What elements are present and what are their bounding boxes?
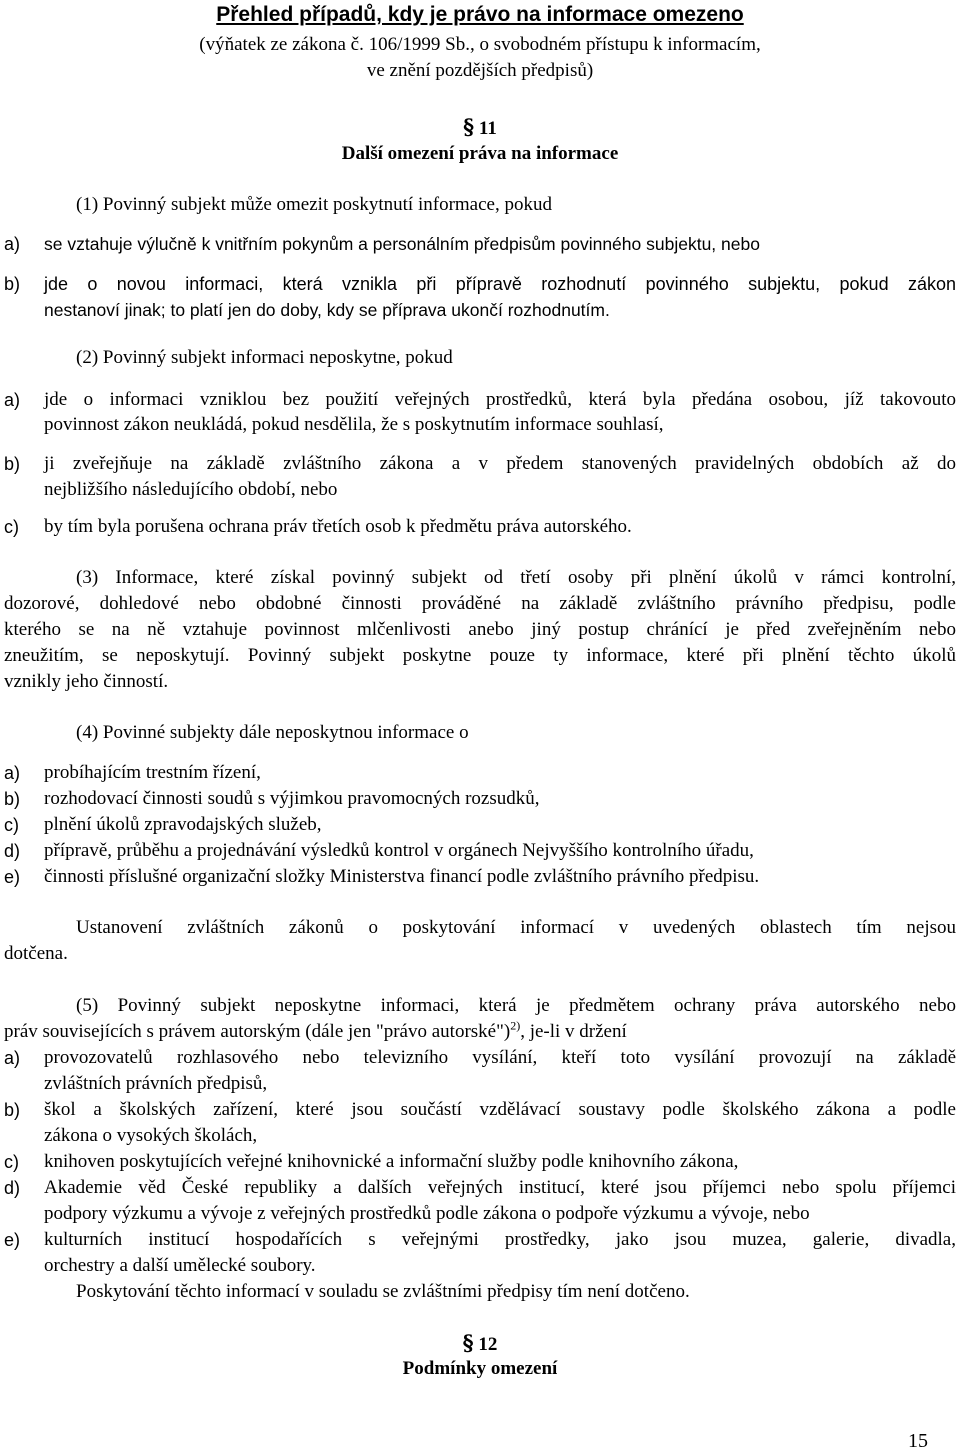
item-text: rozhodovací činnosti soudů s výjimkou pravomocných rozsudků,: [44, 788, 540, 809]
section-symbol: §: [462, 1330, 474, 1355]
section-number: 12: [478, 1334, 498, 1355]
paragraph-4-note-line-1: Ustanovení zvláštních zákonů o poskytování informací v uvedených oblastech tím nejsou: [76, 917, 956, 938]
paragraph-3-line-4: zneužitím, se neposkytují. Povinný subjekt poskytne pouze ty informace, které při plnění těchto úkolů: [4, 645, 956, 666]
paragraph-5-item-a-continued: [0, 1071, 960, 1097]
paragraph-4-intro: (4) Povinné subjekty dále neposkytnou informace o: [76, 722, 469, 743]
paragraph-2-item-a-continued: [0, 412, 960, 438]
item-text: knihoven poskytujících veřejné knihovnické a informační služby podle knihovního zákona,: [44, 1151, 739, 1172]
item-text: škol a školských zařízení, které jsou součástí vzdělávací soustavy podle školského zákona a podle: [44, 1099, 956, 1120]
item-text: probíhajícím trestním řízení,: [44, 762, 261, 783]
paragraph-5-item-c: [0, 1149, 960, 1175]
item-label: a): [4, 1048, 21, 1068]
item-text: činnosti příslušné organizační složky Ministerstva financí podle zvláštního právního předpisu.: [44, 866, 760, 887]
item-text: ji zveřejňuje na základě zvláštního zákona a v předem stanovených pravidelných obdobích až do: [44, 453, 956, 474]
item-label: b): [4, 454, 21, 474]
paragraph-3-line-5: vznikly jeho činností.: [4, 671, 169, 692]
item-text: plnění úkolů zpravodajských služeb,: [44, 814, 322, 835]
paragraph-2-item-b: [0, 451, 960, 477]
item-text: nestanoví jinak; to platí jen do doby, kdy se příprava ukončí rozhodnutím.: [44, 300, 610, 320]
section-number: 11: [478, 118, 497, 139]
item-text: jde o novou informaci, která vznikla při přípravě rozhodnutí povinného subjektu, pokud zákon: [44, 274, 956, 294]
item-text: přípravě, průběhu a projednávání výsledků kontrol v orgánech Nejvyššího kontrolního úřadu,: [44, 840, 754, 861]
paragraph-1-item-b: [0, 271, 960, 297]
item-text: jde o informaci vzniklou bez použití veřejných prostředků, která byla předána osobou, jíž takovouto: [44, 389, 956, 410]
section-12-number: [0, 1330, 960, 1356]
paragraph-4-item-d: [0, 838, 960, 864]
item-text: orchestry a další umělecké soubory.: [44, 1255, 316, 1276]
item-label: d): [4, 841, 21, 861]
item-label: b): [4, 274, 21, 294]
item-label: c): [4, 1152, 19, 1172]
section-12-heading: Podmínky omezení: [402, 1358, 558, 1379]
item-label: e): [4, 867, 21, 887]
paragraph-2-item-c: [0, 514, 960, 540]
paragraph-1-item-a: [0, 231, 960, 257]
paragraph-4-item-c: [0, 812, 960, 838]
paragraph-5-item-e: [0, 1227, 960, 1253]
paragraph-4-item-b: [0, 786, 960, 812]
paragraph-5-line-2: práv souvisejících s právem autorským (dále jen "právo autorské")$^{2)}$, je-li v držení: [4, 1018, 627, 1042]
paragraph-4-item-e: [0, 864, 960, 890]
paragraph-5-line-1: (5) Povinný subjekt neposkytne informaci, která je předmětem ochrany práva autorského nebo: [76, 995, 956, 1016]
item-text: zvláštních právních předpisů,: [44, 1073, 268, 1094]
paragraph-5-item-d: [0, 1175, 960, 1201]
paragraph-3-line-1: (3) Informace, které získal povinný subjekt od třetí osoby při plnění úkolů v rámci kontrolní,: [76, 567, 956, 588]
item-text: provozovatelů rozhlasového nebo televizního vysílání, kteří toto vysílání provozují na základě: [44, 1047, 956, 1068]
item-text: se vztahuje výlučně k vnitřním pokynům a personálním předpisům povinného subjektu, nebo: [44, 234, 760, 254]
document-title: Přehled případů, kdy je právo na informace omezeno: [216, 3, 744, 26]
paragraph-1-item-b-continued: [0, 297, 960, 323]
item-text: Akademie věd České republiky a dalších veřejných institucí, které jsou příjemci nebo spolu příjemci: [44, 1177, 956, 1198]
item-label: c): [4, 517, 19, 537]
section-11-heading: Další omezení práva na informace: [341, 143, 619, 164]
item-text: by tím byla porušena ochrana práv třetích osob k předmětu práva autorského.: [44, 516, 632, 537]
item-text: zákona o vysokých školách,: [44, 1125, 258, 1146]
paragraph-5-item-b-continued: [0, 1123, 960, 1149]
paragraph-5-item-d-continued: [0, 1201, 960, 1227]
item-text: nejbližšího následujícího období, nebo: [44, 479, 338, 500]
paragraph-2-item-b-continued: [0, 477, 960, 503]
footnote-reference: 2): [510, 1018, 521, 1033]
paragraph-4-item-a: [0, 760, 960, 786]
paragraph-5-note: Poskytování těchto informací v souladu se zvláštními předpisy tím není dotčeno.: [76, 1281, 690, 1302]
item-label: b): [4, 1100, 21, 1120]
paragraph-3-line-2: dozorové, dohledové nebo obdobné činnosti prováděné na základě zvláštního právního předpisu, podle: [4, 593, 956, 614]
item-text: kulturních institucí hospodařících s veřejnými prostředky, jako jsou muzea, galerie, divadla,: [44, 1229, 956, 1250]
item-label: a): [4, 234, 21, 254]
item-label: e): [4, 1230, 21, 1250]
paragraph-5-item-e-continued: [0, 1253, 960, 1279]
paragraph-5-item-b: [0, 1097, 960, 1123]
section-11-number: [0, 114, 960, 140]
paragraph-3-line-3: kterého se na ně vztahuje povinnost mlčenlivosti anebo jiný postup chránící je před zveřejněním nebo: [4, 619, 956, 640]
item-label: b): [4, 789, 21, 809]
page-number: 15: [908, 1430, 928, 1452]
item-text: povinnost zákon neukládá, pokud nesdělila, že s poskytnutím informace souhlasí,: [44, 414, 664, 435]
document-subtitle-line-1: (výňatek ze zákona č. 106/1999 Sb., o svobodném přístupu k informacím,: [199, 34, 761, 55]
paragraph-2-item-a: [0, 387, 960, 413]
item-label: a): [4, 390, 21, 410]
paragraph-1-intro: (1) Povinný subjekt může omezit poskytnutí informace, pokud: [76, 194, 552, 215]
item-label: c): [4, 815, 19, 835]
document-subtitle-line-2: ve znění pozdějších předpisů): [366, 60, 594, 81]
item-label: d): [4, 1178, 21, 1198]
item-label: a): [4, 763, 21, 783]
paragraph-5-item-a: [0, 1045, 960, 1071]
item-text: podpory výzkumu a vývoje z veřejných prostředků podle zákona o podpoře výzkumu a vývoje, nebo: [44, 1203, 810, 1224]
section-symbol: §: [463, 114, 475, 139]
paragraph-2-intro: (2) Povinný subjekt informaci neposkytne, pokud: [76, 347, 453, 368]
paragraph-4-note-line-2: dotčena.: [4, 943, 68, 964]
